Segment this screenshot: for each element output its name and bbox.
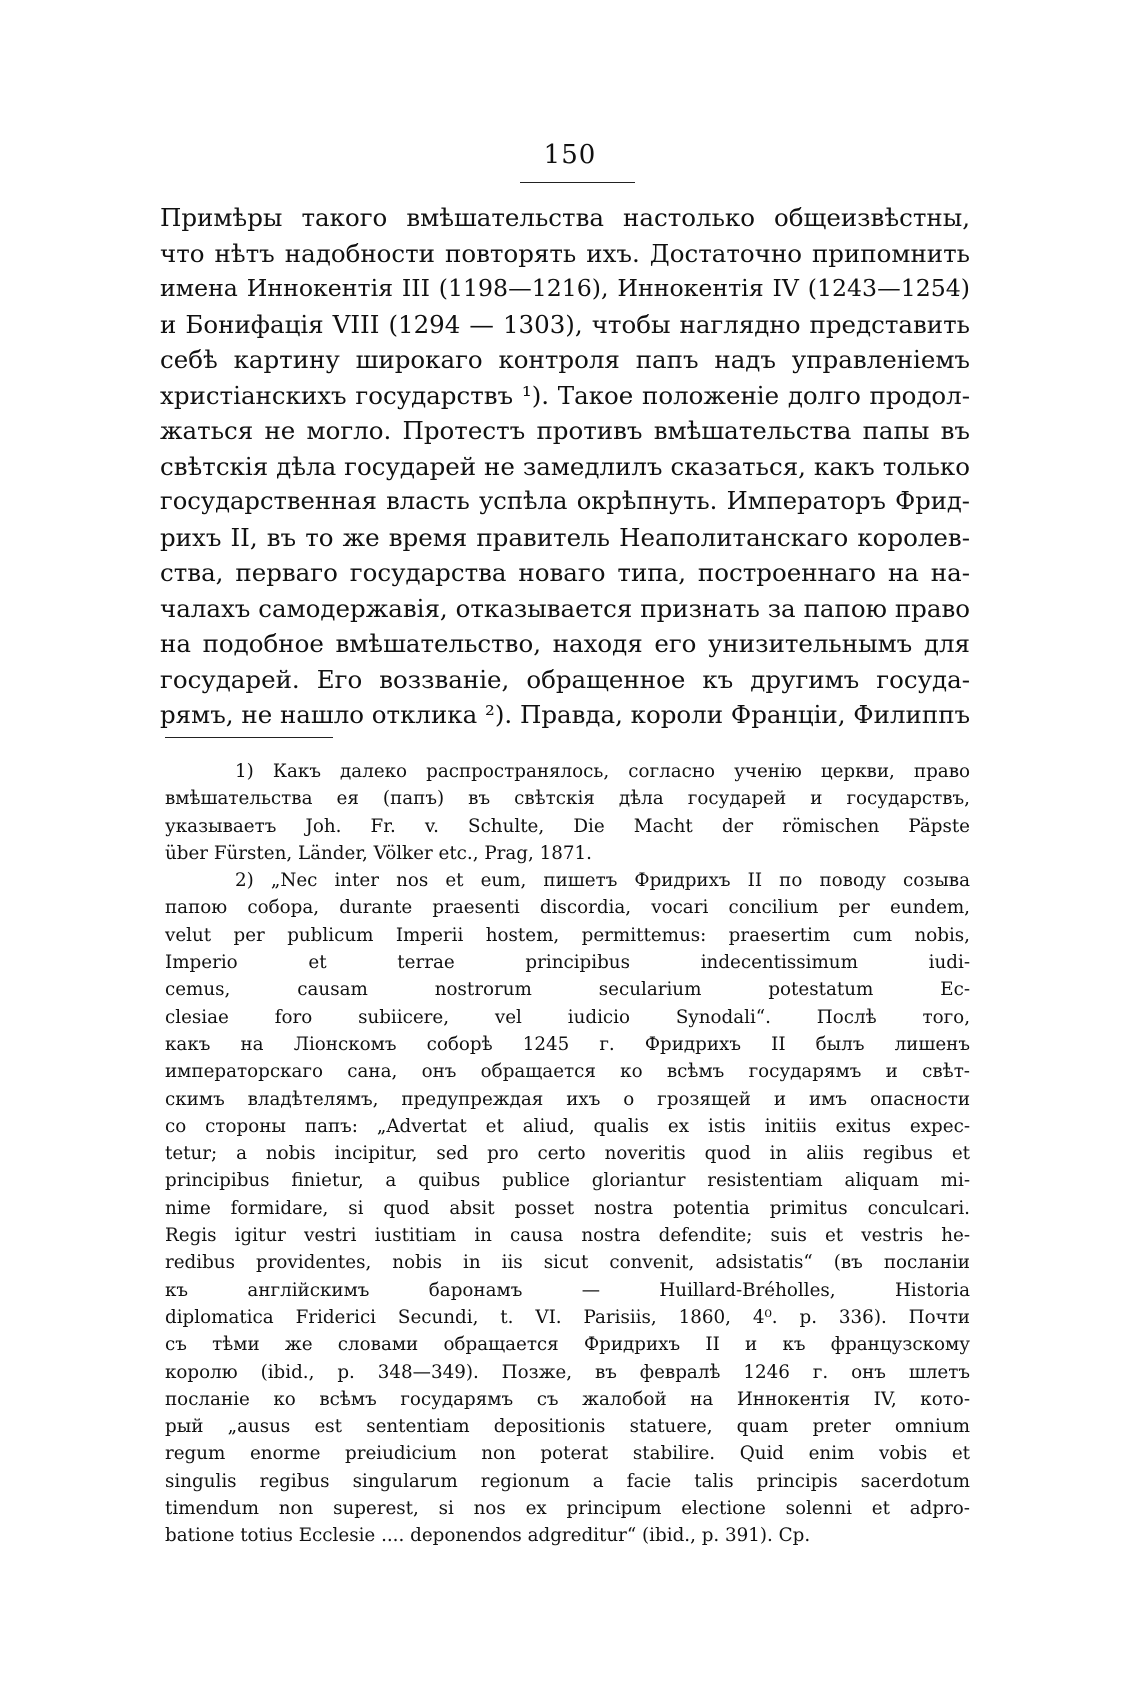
footnote-line: императорскаго сана, онъ обращается ко всѣмъ государямъ и свѣт- — [165, 1061, 970, 1083]
footnote-line: batione totius Ecclesie .... deponendos adgreditur“ (ibid., p. 391). Ср. — [165, 1525, 811, 1547]
text-line: и Бонифація VIII (1294 — 1303), чтобы наглядно представить — [160, 309, 970, 339]
footnote-line: къ англійскимъ баронамъ — Huillard-Bréholles, Historia — [165, 1279, 970, 1301]
footnote-line: redibus providentes, nobis in iis sicut convenit, adsistatis“ (въ посланіи — [165, 1252, 970, 1274]
text-line: имена Иннокентія III (1198—1216), Иннокентія IV (1243—1254) — [160, 274, 970, 302]
text-line: на подобное вмѣшательство, находя его унизительнымъ для — [160, 629, 970, 658]
text-line: ства, перваго государства новаго типа, построеннаго на на- — [160, 558, 970, 587]
footnote-line: указываетъ Joh. Fr. v. Schulte, Die Macht der römischen Päpste — [165, 815, 970, 837]
footnote-line: Imperio et terrae principibus indecentissimum iudi- — [165, 952, 970, 974]
footnote-line: скимъ владѣтелямъ, предупреждая ихъ о грозящей и имъ опасности — [165, 1088, 970, 1110]
footnote-line: съ тѣми же словами обращается Фридрихъ II и къ французскому — [165, 1334, 970, 1356]
footnote-separator — [165, 737, 333, 738]
footnote-line: папою собора, durante praesenti discordia, vocari concilium per eundem, — [165, 897, 970, 919]
text-line: рямъ, не нашло отклика ²). Правда, короли Франціи, Филиппъ — [160, 700, 971, 729]
page-number: 150 — [543, 140, 597, 170]
footnote-line: timendum non superest, si nos ex principum electione solenni et adpro- — [165, 1498, 970, 1520]
footnote-line: 2) „Nec inter nos et eum, пишетъ Фридрихъ II по поводу созыва — [235, 870, 970, 892]
footnote-line: вмѣшательства ея (папъ) въ свѣтскія дѣла государей и государствъ, — [165, 788, 970, 810]
footnote-line: tetur; a nobis incipitur, sed pro certo noveritis quod in aliis regibus et — [165, 1143, 970, 1165]
text-line: себѣ картину широкаго контроля папъ надъ управленіемъ — [160, 345, 970, 374]
footnote-line: со стороны папъ: „Advertat et aliud, qualis ex istis initiis exitus expec- — [165, 1115, 970, 1137]
footnote-line: regum enorme preiudicium non poterat stabilire. Quid enim vobis et — [165, 1443, 970, 1465]
footnote-line: clesiae foro subiicere, vel iudicio Synodali“. Послѣ того, — [165, 1006, 970, 1028]
text-line: государей. Его воззваніе, обращенное къ другимъ госуда- — [160, 664, 970, 694]
footnote-line: über Fürsten, Länder, Völker etc., Prag, 1871. — [165, 842, 592, 864]
footnote-line: cemus, causam nostrorum secularium potestatum Ec- — [165, 979, 970, 1001]
footnote-line: посланіе ко всѣмъ государямъ съ жалобой на Иннокентія IV, кото- — [165, 1388, 970, 1410]
main-text — [160, 200, 970, 733]
footnote-line: diplomatica Friderici Secundi, t. VI. Parisiis, 1860, 4⁰. p. 336). Почти — [165, 1306, 970, 1328]
footnote-line: singulis regibus singularum regionum a facie talis principis sacerdotum — [165, 1470, 970, 1492]
footnote-line: какъ на Ліонскомъ соборѣ 1245 г. Фридрихъ II былъ лишенъ — [165, 1033, 970, 1055]
footnotes — [165, 758, 970, 1550]
footnote-line: королю (ibid., p. 348—349). Позже, въ февралѣ 1246 г. онъ шлетъ — [165, 1361, 970, 1383]
footnote-line: Regis igitur vestri iustitiam in causa nostra defendite; suis et vestris he- — [165, 1225, 970, 1247]
footnote-line: velut per publicum Imperii hostem, permittemus: praesertim cum nobis, — [165, 924, 970, 946]
text-line: жаться не могло. Протестъ противъ вмѣшательства папы въ — [160, 416, 970, 445]
text-line: государственная власть успѣла окрѣпнуть. Императоръ Фрид- — [160, 487, 970, 515]
page-number-rule — [520, 182, 635, 183]
text-line: Примѣры такого вмѣшательства настолько общеизвѣстны, — [160, 203, 970, 232]
footnote-line: principibus finietur, a quibus publice gloriantur resistentiam aliquam mi- — [165, 1170, 970, 1192]
footnote-line: рый „ausus est sententiam depositionis statuere, quam preter omnium — [165, 1416, 970, 1438]
text-line: чалахъ самодержавія, отказывается признать за папою право — [160, 593, 970, 623]
text-line: что нѣтъ надобности повторять ихъ. Достаточно припомнить — [160, 238, 970, 268]
text-line: рихъ II, въ то же время правитель Неаполитанскаго королев- — [160, 522, 970, 552]
text-line: христіанскихъ государствъ ¹). Такое положеніе долго продол- — [160, 380, 970, 410]
footnote-line: 1) Какъ далеко распространялось, согласно ученію церкви, право — [235, 761, 970, 782]
text-line: свѣтскія дѣла государей не замедлилъ сказаться, какъ только — [160, 451, 970, 481]
footnote-line: nime formidare, si quod absit posset nostra potentia primitus conculcari. — [165, 1197, 970, 1219]
